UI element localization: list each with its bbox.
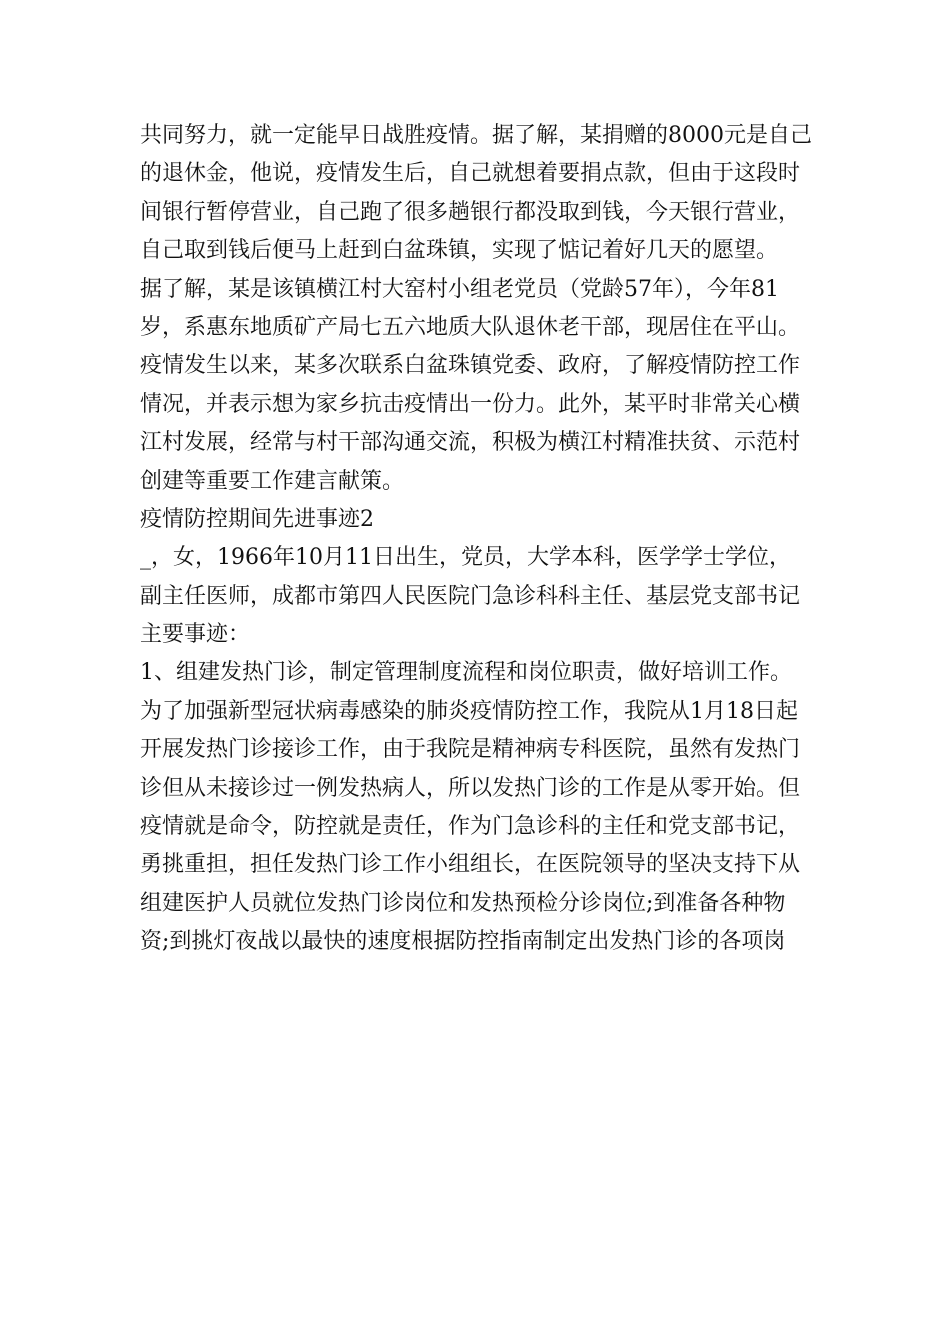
text-line: 组建医护人员就位发热门诊岗位和发热预检分诊岗位;到准备各种物	[140, 890, 786, 916]
text-line: 疫情发生以来，某多次联系白盆珠镇党委、政府，了解疫情防控工作	[140, 353, 801, 379]
text-line: 副主任医师，成都市第四人民医院门急诊科科主任、基层党支部书记	[140, 583, 801, 609]
text-line: 自己取到钱后便马上赶到白盆珠镇，实现了惦记着好几天的愿望。	[140, 238, 779, 264]
text-line: 诊但从未接诊过一例发热病人，所以发热门诊的工作是从零开始。但	[140, 775, 801, 801]
text-line: 勇挑重担，担任发热门诊工作小组组长，在医院领导的坚决支持下从	[140, 852, 801, 878]
text-line: _，女，1966年10月11日出生，党员，大学本科，医学学士学位，	[140, 545, 791, 571]
text-line: 间银行暂停营业，自己跑了很多趟银行都没取到钱，今天银行营业，	[140, 199, 801, 225]
text-line: 据了解，某是该镇横江村大窑村小组老党员（党龄57年），今年81	[140, 276, 779, 302]
text-line: 的退休金，他说，疫情发生后，自己就想着要捐点款，但由于这段时	[140, 161, 801, 187]
text-line: 疫情就是命令，防控就是责任，作为门急诊科的主任和党支部书记，	[140, 814, 801, 840]
text-line: 江村发展，经常与村干部沟通交流，积极为横江村精准扶贫、示范村	[140, 430, 801, 456]
subheading: 主要事迹：	[140, 622, 251, 648]
text-line: 资;到挑灯夜战以最快的速度根据防控指南制定出发热门诊的各项岗	[140, 929, 786, 955]
text-line: 岁，系惠东地质矿产局七五六地质大队退休老干部，现居住在平山。	[140, 314, 801, 340]
text-line: 1、组建发热门诊，制定管理制度流程和岗位职责，做好培训工作。	[140, 660, 792, 686]
text-line: 为了加强新型冠状病毒感染的肺炎疫情防控工作，我院从1月18日起	[140, 698, 798, 724]
text-line: 开展发热门诊接诊工作，由于我院是精神病专科医院，虽然有发热门	[140, 737, 801, 763]
document-body	[140, 117, 830, 962]
text-line: 共同努力，就一定能早日战胜疫情。据了解，某捐赠的8000元是自己	[140, 123, 812, 148]
text-line: 创建等重要工作建言献策。	[140, 468, 405, 494]
section-heading: 疫情防控期间先进事迹2	[140, 506, 374, 532]
text-line: 情况，并表示想为家乡抗击疫情出一份力。此外，某平时非常关心横	[140, 391, 801, 417]
